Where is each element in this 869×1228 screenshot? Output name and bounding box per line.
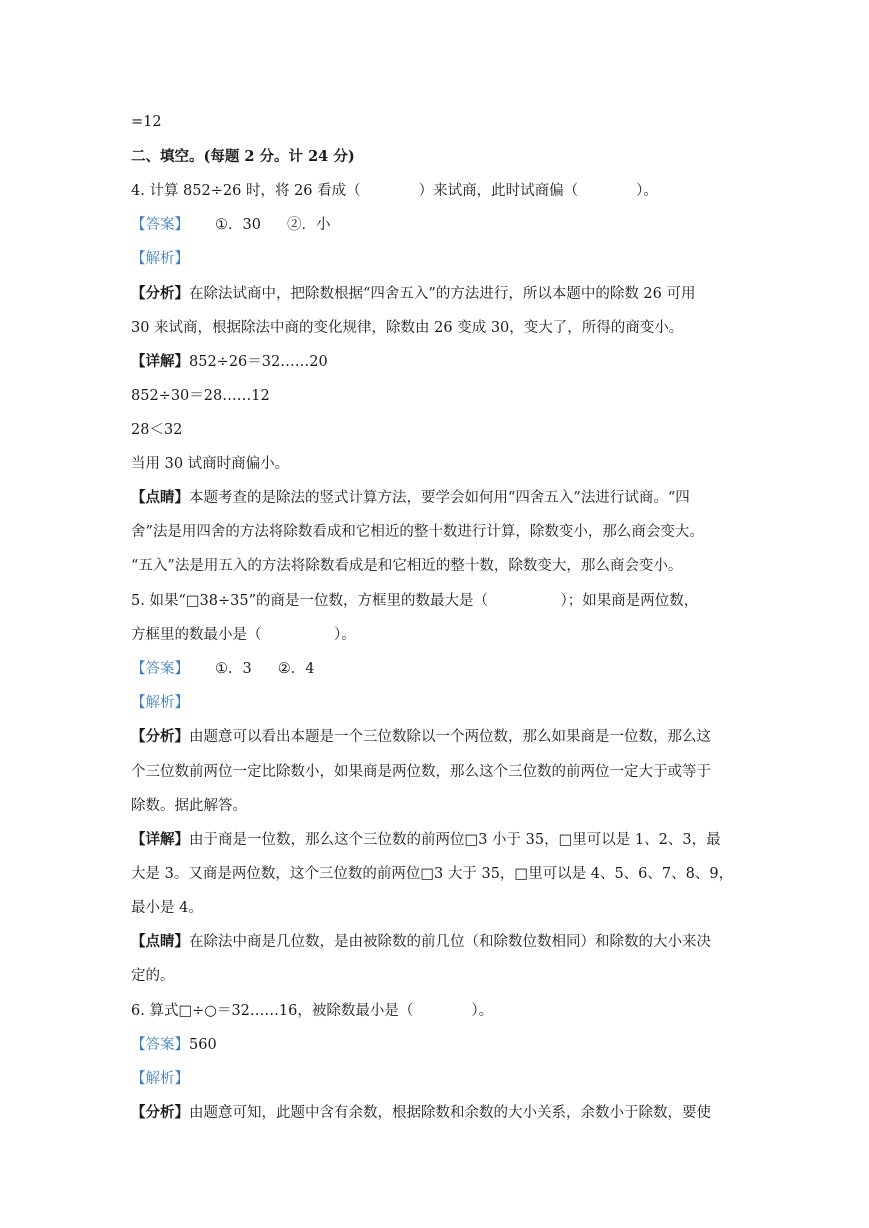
analysis-line [131,727,711,747]
answer-line [131,1035,217,1055]
text-line: “五入”法是用五入的方法将除数看成是和它相近的整十数，除数变大，那么商会变小。 [131,558,683,574]
detail-tag: 【详解】 [131,353,189,370]
question-4: 4. 计算 852÷26 时，将 26 看成（ ）来试商，此时试商偏（ ）。 [131,183,658,199]
answer-value: ②．4 [277,661,315,677]
text-line: 当用 30 试商时商偏小。 [131,456,290,472]
analysis-text: 由题意可以看出本题是一个三位数除以一个两位数，那么如果商是一位数，那么这 [189,729,711,745]
text-line: 28＜32 [131,422,183,438]
analysis-label: 【解析】 [131,251,189,267]
analysis-tag: 【分析】 [131,285,189,302]
answer-label: 【答案】 [131,217,189,233]
analysis-label: 【解析】 [131,1071,189,1087]
text-line: 30 来试商，根据除法中商的变化规律，除数由 26 变成 30，变大了，所得的商变小。 [131,320,684,336]
comment-line [131,932,711,952]
analysis-text: 由题意可知，此题中含有余数，根据除数和余数的大小关系，余数小于除数，要使 [189,1105,711,1121]
analysis-tag: 【分析】 [131,1104,189,1121]
text-line: 大是 3。又商是两位数，这个三位数的前两位□3 大于 35，□里可以是 4、5、6、7、8、9， [131,866,734,882]
detail-text: 由于商是一位数，那么这个三位数的前两位□3 小于 35，□里可以是 1、2、3，最 [189,832,721,848]
comment-tag: 【点睛】 [131,933,189,950]
detail-text: 852÷26＝32……20 [189,354,328,370]
section-heading: 二、填空。(每题 2 分。计 24 分) [131,148,355,165]
answer-value: 560 [189,1037,217,1053]
detail-line [131,830,721,850]
question-5: 5. 如果“□38÷35”的商是一位数，方框里的数最大是（ ）；如果商是两位数， [131,593,699,609]
comment-line [131,488,690,508]
analysis-line [131,284,696,304]
analysis-text: 在除法试商中，把除数根据“四舍五入”的方法进行，所以本题中的除数 26 可用 [189,286,696,302]
text-line: 定的。 [131,968,175,984]
analysis-tag: 【分析】 [131,728,189,745]
detail-tag: 【详解】 [131,831,189,848]
analysis-label: 【解析】 [131,695,189,711]
answer-value: ①．30 [215,217,261,233]
answer-line [131,659,314,679]
comment-text: 在除法中商是几位数，是由被除数的前几位（和除数位数相同）和除数的大小来决 [189,934,711,950]
answer-value: ①．3 [215,661,252,677]
text-line: 最小是 4。 [131,900,203,916]
text-line: 舍”法是用四舍的方法将除数看成和它相近的整十数进行计算，除数变小，那么商会变大。 [131,524,704,540]
text-line: 除数。据此解答。 [131,798,247,814]
answer-label: 【答案】 [131,1037,189,1053]
text-line: 方框里的数最小是（ ）。 [131,627,356,643]
text-line: 个三位数前两位一定比除数小，如果商是两位数，那么这个三位数的前两位一定大于或等于 [131,764,711,780]
comment-tag: 【点睛】 [131,489,189,506]
analysis-line [131,1103,711,1123]
answer-line [131,215,330,235]
question-6: 6. 算式□÷○＝32……16，被除数最小是（ ）。 [131,1003,494,1019]
comment-text: 本题考查的是除法的竖式计算方法，要学会如何用“四舍五入”法进行试商。“四 [189,490,690,506]
text-line: 852÷30＝28……12 [131,388,270,404]
answer-label: 【答案】 [131,661,189,677]
text-line: =12 [131,114,162,130]
detail-line [131,352,328,372]
answer-value: ②．小 [286,217,331,233]
